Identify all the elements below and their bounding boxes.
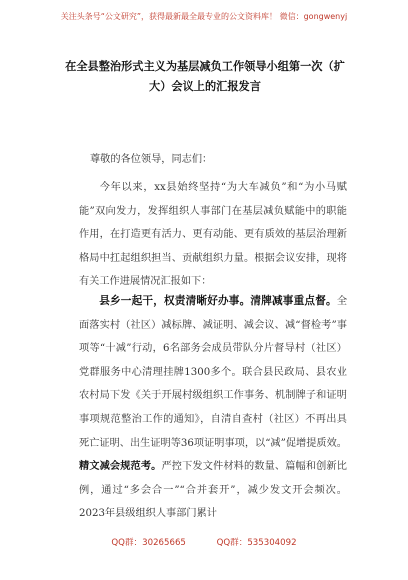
salutation: 尊敬的各位领导，同志们： bbox=[90, 154, 213, 165]
footer-qq-group-2: QQ群：535304092 bbox=[216, 538, 297, 548]
section-text-a: 全面落实村（社区）减标牌、减证明、减会议、减“督检考”事项等“十减”行动，6名部务会成员带队分片督导村（社区）党群服务中心清理挂牌1300多个。联合县民政局、县农业农村局下发《关于开展村级组织工作事务、机制牌子和证明事项规范整治工作的通知》，自清自查村（社区）不再出具死亡证明、出生证明等36项证明事项，以“减”促增提质效。 bbox=[79, 296, 347, 449]
paragraph-intro bbox=[79, 176, 347, 294]
section-heading: 县乡一起干，权责清晰好办事。清牌减事重点督。 bbox=[99, 295, 337, 307]
source-banner: 关注头条号“公文研究”，获得最新最全最专业的公文资料库！ 微信：gongwenyj bbox=[60, 12, 348, 21]
paragraph-intro-text: 今年以来，xx县始终坚持“为大车减负”和“为小马赋能”双向发力，发挥组织人事部门在基层减负赋能中的职能作用，在打造更有活力、更有动能、更有质效的基层治理新格局中扛起组织担当、贡献组织力量。根据会议安排，现将有关工作进展情况汇报如下： bbox=[79, 182, 347, 288]
section-inline-heading: 精文减会规范考。 bbox=[79, 460, 162, 473]
paragraph-section-one bbox=[79, 290, 347, 526]
footer-contacts bbox=[0, 536, 408, 550]
section-text-b: 严控下发文件材料的数量、篇幅和创新比例，通过“多会合一”“合并套开”，减少发文开会频次。2023年县级组织人事部门累计 bbox=[79, 461, 347, 520]
footer-qq-group-1: QQ群：30265665 bbox=[111, 538, 186, 548]
document-title: 在全县整治形式主义为基层减负工作领导小组第一次（扩大）会议上的汇报发言 bbox=[65, 59, 345, 93]
